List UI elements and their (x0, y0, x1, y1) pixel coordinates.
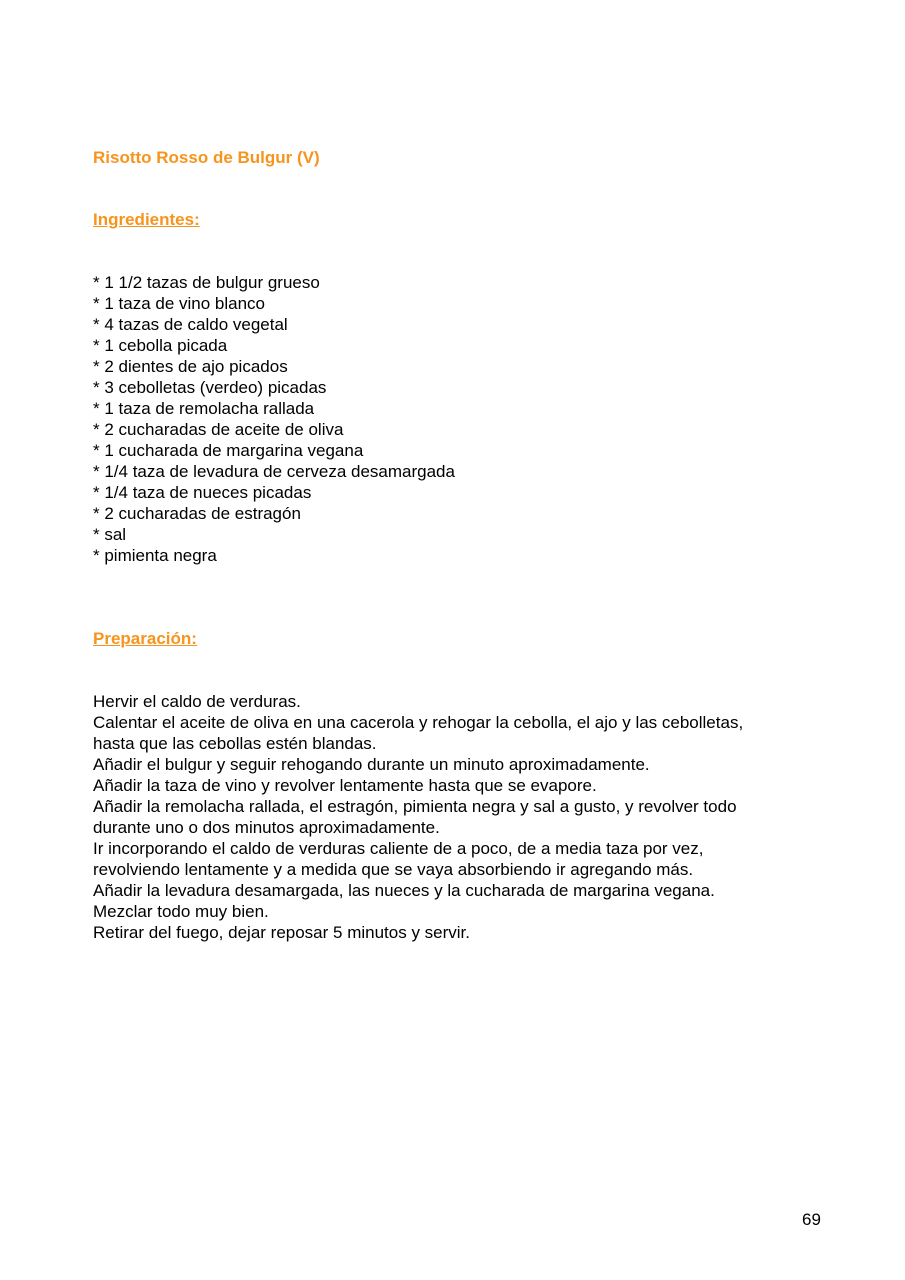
ingredient-item: * 2 dientes de ajo picados (93, 357, 288, 376)
ingredient-item: * 1/4 taza de levadura de cerveza desamargada (93, 462, 455, 481)
ingredient-item: * 4 tazas de caldo vegetal (93, 315, 288, 334)
ingredient-item: * 1 taza de vino blanco (93, 294, 266, 313)
ingredient-item: * 3 cebolletas (verdeo) picadas (93, 378, 327, 397)
preparation-line: Ir incorporando el caldo de verduras caliente de a poco, de a media taza por vez, (93, 839, 704, 858)
preparation-line: Añadir la taza de vino y revolver lentamente hasta que se evapore. (93, 776, 597, 795)
page-number: 69 (802, 1210, 821, 1229)
preparation-line: revolviendo lentamente y a medida que se vaya absorbiendo ir agregando más. (93, 860, 694, 879)
ingredient-item: * sal (93, 525, 127, 544)
recipe-title: Risotto Rosso de Bulgur (V) (93, 148, 320, 167)
ingredient-item: * 1 cucharada de margarina vegana (93, 441, 364, 460)
ingredient-item: * 1 cebolla picada (93, 336, 228, 355)
preparation-line: Añadir la levadura desamargada, las nueces y la cucharada de margarina vegana. (93, 881, 715, 900)
preparation-line: Calentar el aceite de oliva en una cacerola y rehogar la cebolla, el ajo y las cebolletas, (93, 713, 744, 732)
preparation-line: Hervir el caldo de verduras. (93, 692, 301, 711)
preparation-heading: Preparación: (93, 629, 197, 648)
ingredient-item: * 2 cucharadas de aceite de oliva (93, 420, 344, 439)
ingredient-item: * 1/4 taza de nueces picadas (93, 483, 312, 502)
ingredient-item: * 1 1/2 tazas de bulgur grueso (93, 273, 320, 292)
preparation-line: durante uno o dos minutos aproximadamente. (93, 818, 440, 837)
preparation-text (93, 691, 813, 943)
ingredient-item: * pimienta negra (93, 546, 217, 565)
preparation-line: Retirar del fuego, dejar reposar 5 minutos y servir. (93, 923, 471, 942)
preparation-line: hasta que las cebollas estén blandas. (93, 734, 377, 753)
ingredient-item: * 1 taza de remolacha rallada (93, 399, 315, 418)
ingredient-item: * 2 cucharadas de estragón (93, 504, 301, 523)
preparation-line: Añadir el bulgur y seguir rehogando durante un minuto aproximadamente. (93, 755, 650, 774)
ingredients-heading: Ingredientes: (93, 210, 200, 229)
preparation-line: Mezclar todo muy bien. (93, 902, 269, 921)
ingredients-list (93, 272, 455, 566)
preparation-line: Añadir la remolacha rallada, el estragón, pimienta negra y sal a gusto, y revolver todo (93, 797, 737, 816)
